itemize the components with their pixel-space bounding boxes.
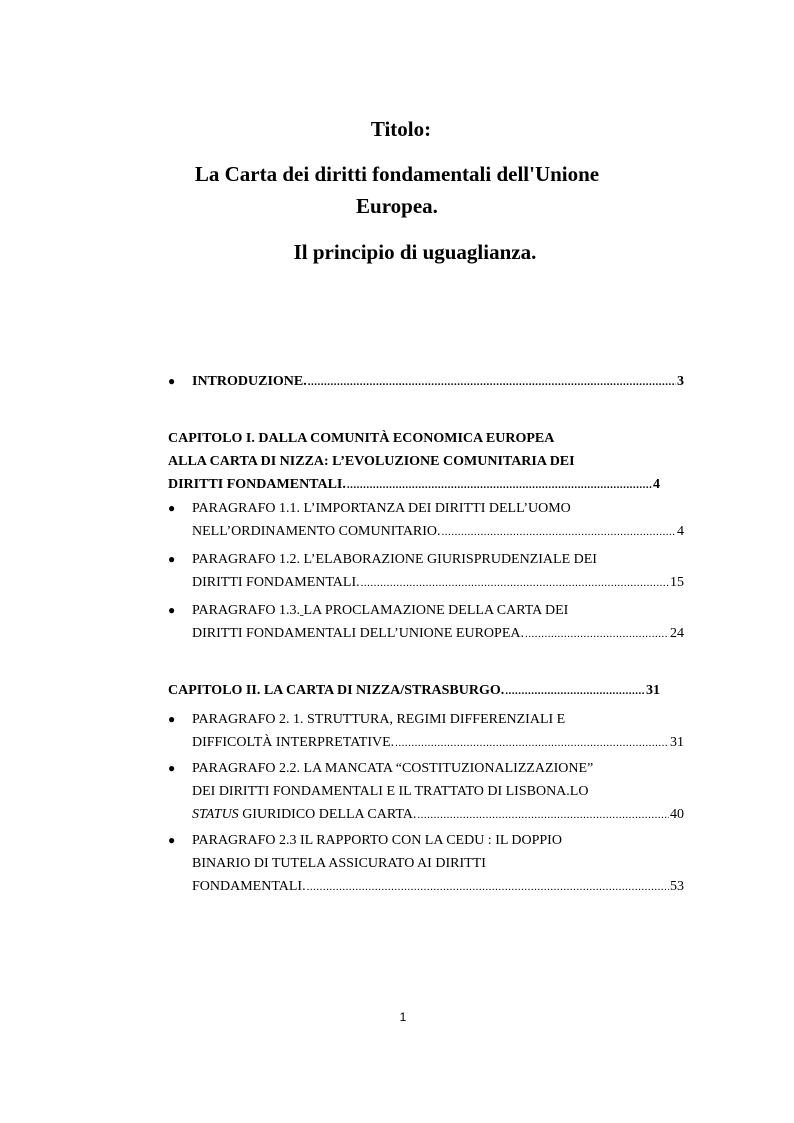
bullet-icon: ●: [168, 761, 176, 775]
toc-entry-line: [192, 599, 684, 622]
toc-entry-line: NELL’ORDINAMENTO COMUNITARIO.: [192, 524, 441, 539]
toc-page-number: 15: [670, 575, 684, 590]
toc-entry-paragraph-1-3[interactable]: [168, 599, 684, 646]
toc-entry-paragraph-2-3[interactable]: [168, 829, 684, 899]
title-label: Titolo:: [370, 117, 432, 141]
toc-entry-line: PARAGRAFO 2.3 IL RAPPORTO CON LA CEDU : IL DOPPIO: [192, 833, 562, 848]
toc-entry-line: FONDAMENTALI.: [192, 879, 306, 894]
toc-chapter-line: CAPITOLO I. DALLA COMUNITÀ ECONOMICA EUROPEA: [168, 431, 555, 446]
bullet-icon: ●: [168, 603, 176, 617]
toc-entry-line-part: LA PROCLAMAZIONE DELLA CARTA DEI: [303, 603, 569, 618]
toc-page-number: 31: [670, 735, 684, 750]
toc-entry-paragraph-2-2[interactable]: [168, 757, 684, 827]
bullet-icon: ●: [168, 501, 176, 515]
toc-entry-line: DIRITTI FONDAMENTALI DELL’UNIONE EUROPEA.: [192, 626, 524, 641]
toc-entry-label: INTRODUZIONE.: [192, 374, 307, 389]
toc-leader-dots: [525, 623, 669, 646]
toc-leader-dots: [347, 474, 652, 497]
toc-leader-dots: [442, 521, 676, 544]
toc-leader-dots: [308, 371, 676, 394]
toc-page-number: 24: [670, 626, 684, 641]
toc-entry-paragraph-1-2[interactable]: [168, 548, 684, 595]
toc-entry-line: PARAGRAFO 1.1. L’IMPORTANZA DEI DIRITTI DELL’UOMO: [192, 501, 571, 516]
toc-leader-dots: [505, 680, 645, 703]
toc-entry-line-part: GIURIDICO DELLA CARTA.: [238, 807, 417, 822]
toc-entry-line: DIRITTI FONDAMENTALI.: [192, 575, 360, 590]
toc-entry-line-part: PARAGRAFO 1.3.: [192, 603, 301, 618]
toc-page-number: 4: [677, 524, 684, 539]
bullet-icon: ●: [168, 552, 176, 566]
toc-entry-line: PARAGRAFO 1.2. L’ELABORAZIONE GIURISPRUDENZIALE DEI: [192, 552, 597, 567]
toc-entry-chapter-2[interactable]: [168, 679, 660, 703]
bullet-icon: ●: [168, 712, 176, 726]
toc-entry-line: DEI DIRITTI FONDAMENTALI E IL TRATTATO DI LISBONA.LO: [192, 784, 589, 799]
toc-chapter-line: DIRITTI FONDAMENTALI.: [168, 477, 346, 492]
toc-entry-italic: STATUS: [192, 807, 239, 822]
document-title-line2: Europea.: [356, 194, 438, 218]
toc-entry-line: PARAGRAFO 2. 1. STRUTTURA, REGIMI DIFFERENZIALI E: [192, 712, 566, 727]
document-subtitle: Il principio di uguaglianza.: [293, 240, 537, 264]
toc-chapter-line: CAPITOLO II. LA CARTA DI NIZZA/STRASBURGO.: [168, 683, 505, 698]
toc-leader-dots: [417, 804, 669, 827]
toc-leader-dots: [361, 572, 669, 595]
toc-entry-line: PARAGRAFO 2.2. LA MANCATA “COSTITUZIONALIZZAZIONE”: [192, 761, 594, 776]
document-title: [0, 158, 794, 222]
toc-page-number: 40: [670, 807, 684, 822]
toc-chapter-line: ALLA CARTA DI NIZZA: L’EVOLUZIONE COMUNITARIA DEI: [168, 454, 575, 469]
document-title-line1: La Carta dei diritti fondamentali dell'Unione: [194, 162, 600, 186]
page-number: 1: [399, 1010, 407, 1024]
bullet-icon: ●: [168, 833, 176, 847]
toc-entry-paragraph-1-1[interactable]: [168, 497, 684, 544]
bullet-icon: ●: [168, 374, 176, 388]
toc-leader-dots: [395, 732, 669, 755]
toc-entry-line: [192, 803, 416, 826]
toc-page-number: 31: [646, 683, 660, 698]
toc-entry-line: DIFFICOLTÀ INTERPRETATIVE.: [192, 735, 395, 750]
toc-entry-introduction[interactable]: [168, 370, 684, 394]
toc-page-number: 53: [670, 879, 684, 894]
toc-page-number: 4: [653, 477, 660, 492]
toc-entry-chapter-1[interactable]: [168, 427, 660, 497]
toc-entry-paragraph-2-1[interactable]: [168, 708, 684, 755]
toc-entry-line: BINARIO DI TUTELA ASSICURATO AI DIRITTI: [192, 856, 486, 871]
toc-page-number: 3: [677, 374, 684, 389]
toc-leader-dots: [307, 876, 669, 899]
